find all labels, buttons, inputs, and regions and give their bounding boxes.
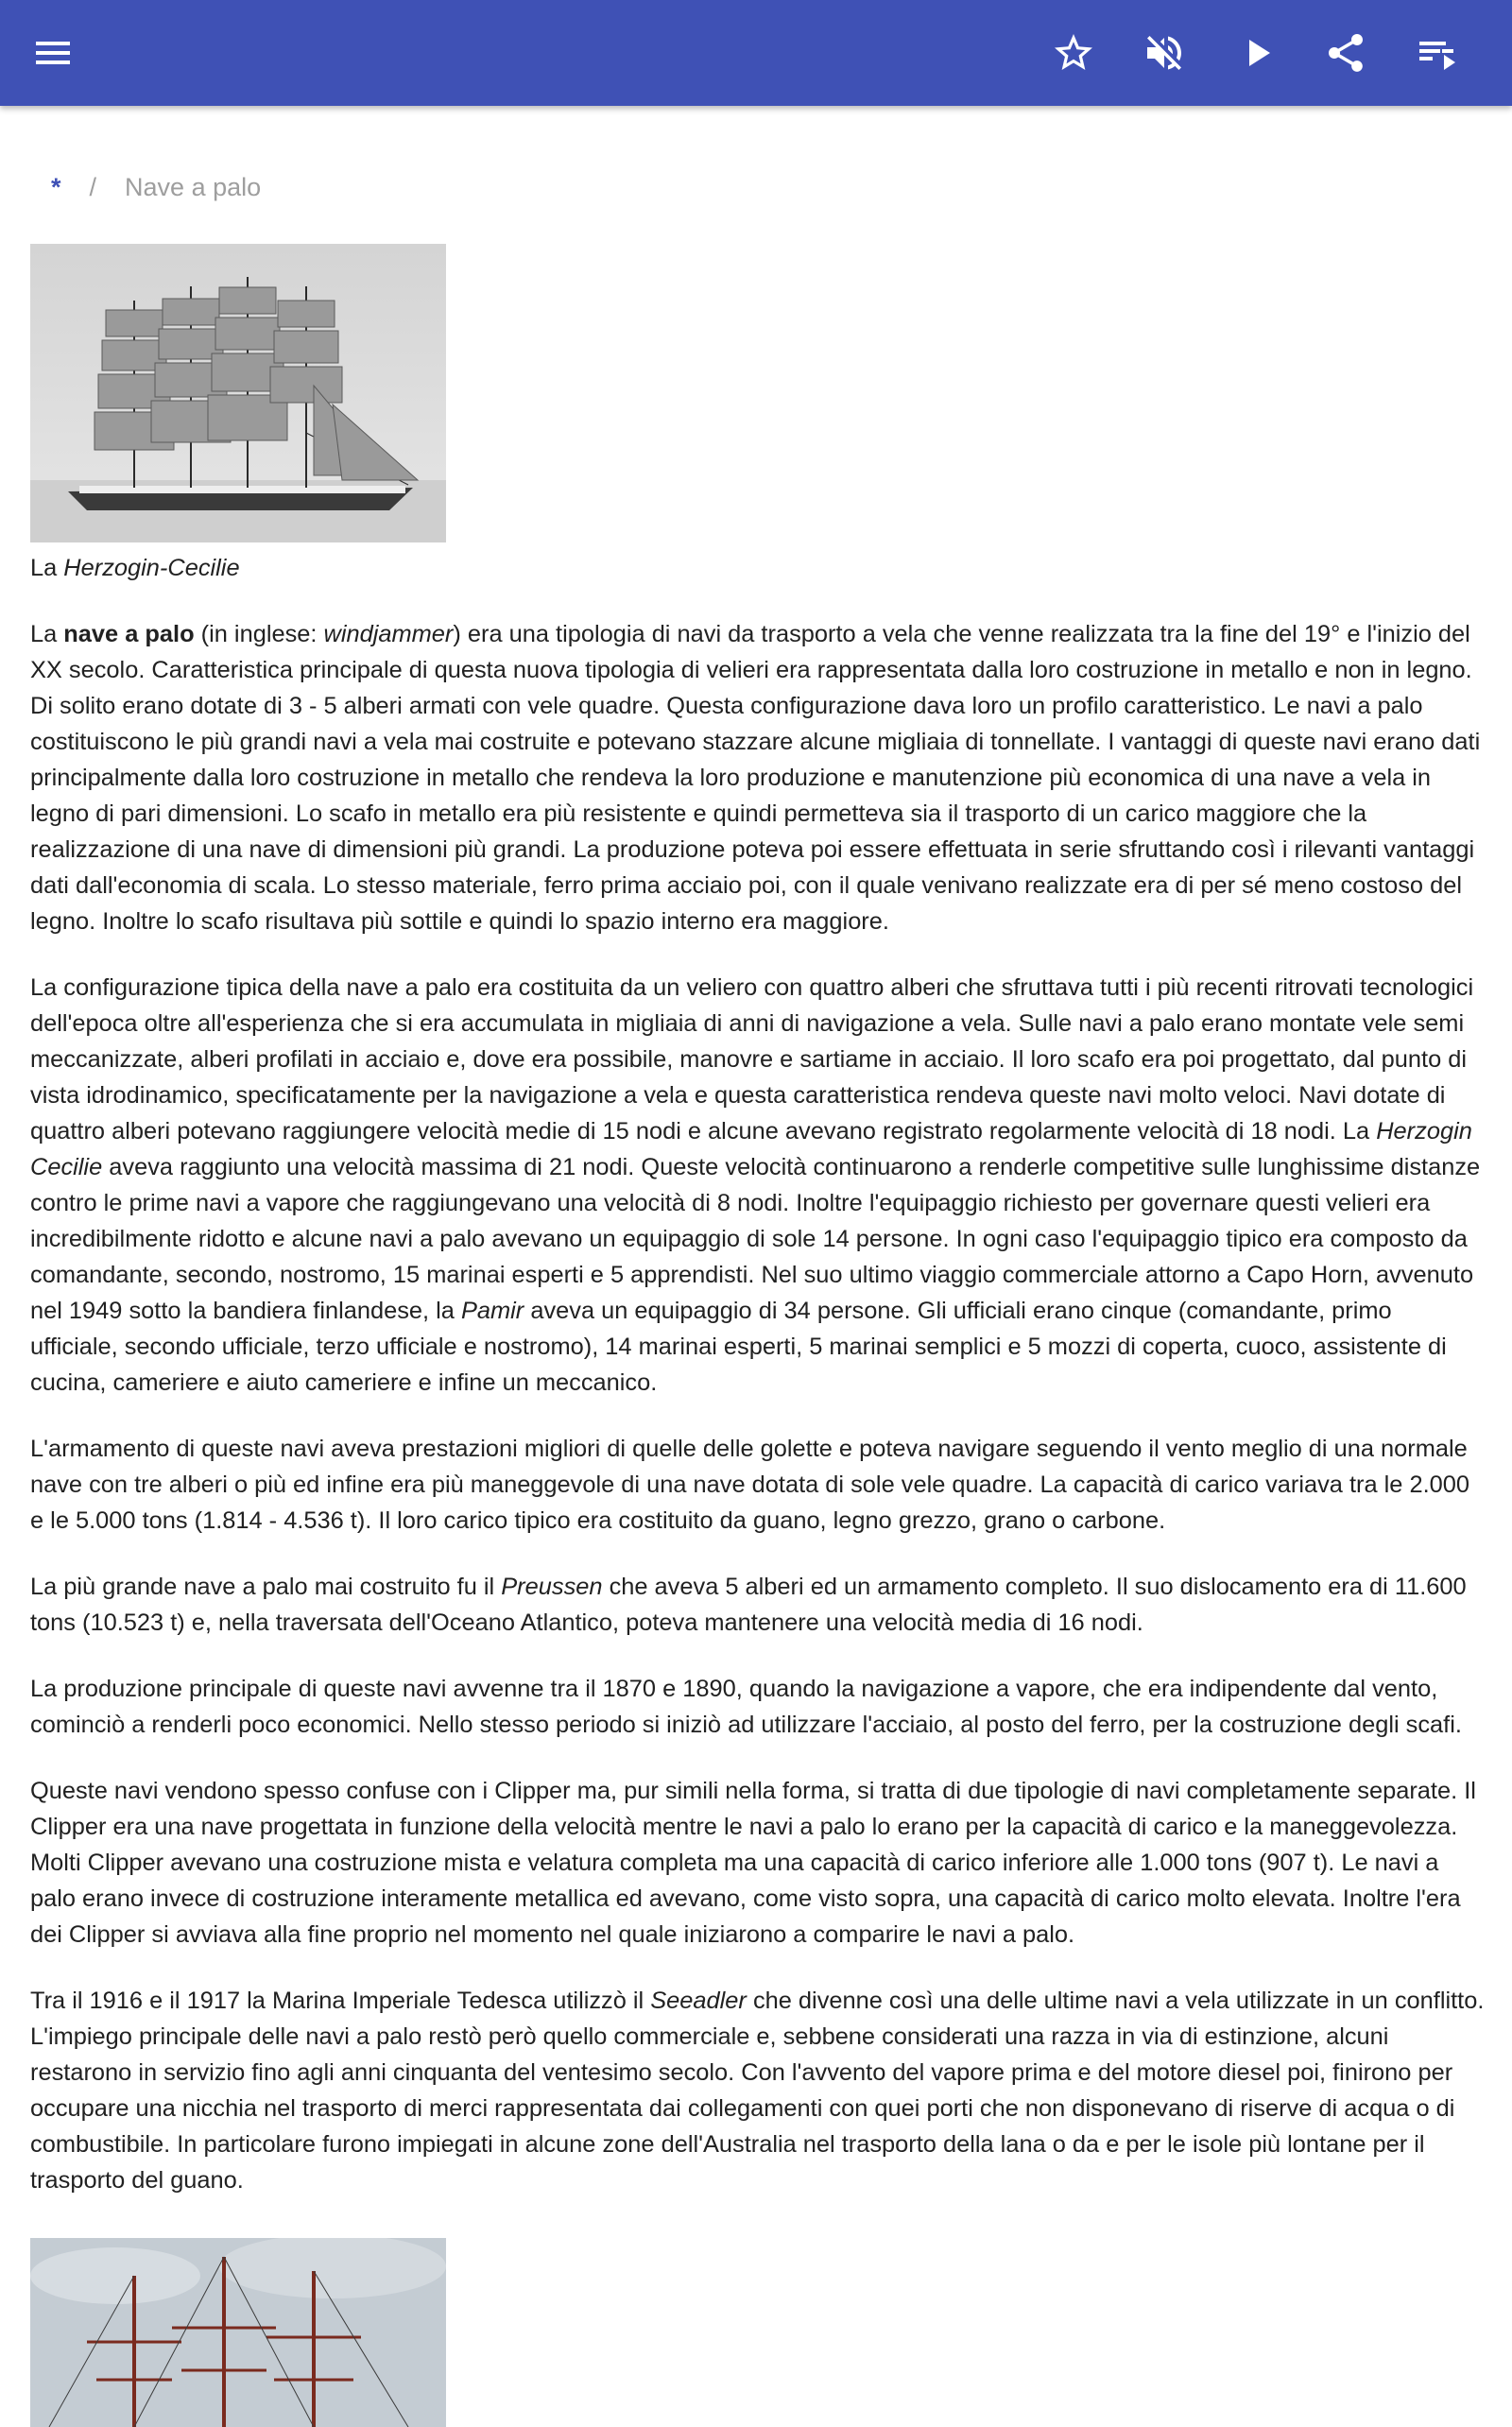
italic-term: Preussen — [501, 1574, 603, 1600]
star-outline-icon[interactable] — [1045, 25, 1102, 81]
play-icon[interactable] — [1228, 25, 1285, 81]
text-run: che aveva 5 alberi ed un armamento completo. Il suo dislocamento era di 11.600 tons (10.523 t) e, nella traversata dell'Oceano Atlantico, poteva mantenere una velocità media di 16 nodi. — [30, 1574, 1467, 1636]
article-content — [30, 550, 1486, 2229]
italic-term: windjammer — [323, 621, 454, 647]
playlist-icon[interactable] — [1408, 25, 1465, 81]
ship-image-2[interactable] — [30, 2238, 446, 2427]
breadcrumb-current: Nave a palo — [125, 173, 262, 201]
paragraph-5 — [30, 1671, 1486, 1743]
paragraph-4 — [30, 1569, 1486, 1641]
italic-term: Herzogin Cecilie — [30, 1118, 1472, 1180]
share-icon[interactable] — [1317, 25, 1374, 81]
text-run: aveva raggiunto una velocità massima di 21 nodi. Queste velocità continuarono a renderle competitive sulle lunghissime distanze contro le prime navi a vapore che raggiungevano una velocità di 8 nodi. Inoltre l'equipaggio richiesto per governare questi velieri era incredibilmente ridotto e alcune navi a palo avevano un equipaggio di sole 14 persone. In ogni caso l'equipaggio tipico era composto da comandante, secondo, nostromo, 15 marinai esperti e 5 apprendisti. Nel suo ultimo viaggio commerciale attorno a Capo Horn, avvenuto nel 1949 sotto la bandiera finlandese, la — [30, 1154, 1481, 1324]
text-run: La più grande nave a palo mai costruito fu il — [30, 1574, 502, 1600]
text-run: La configurazione tipica della nave a palo era costituita da un veliero con quattro alberi che sfruttava tutti i più recenti ritrovati tecnologici dell'epoca oltre all'esperienza che si era accumulata in migliaia di anni di navigazione a vela. Sulle navi a palo erano montate vele semi meccanizzate, alberi profilati in acciaio e, dove era possibile, manovre e sartiame in acciaio. Il loro scafo era poi progettato, dal punto di vista idrodinamico, specificatamente per la navigazione a vela e questa caratteristica rendeva queste navi molto veloci. Navi dotate di quattro alberi potevano raggiungere velocità medie di 15 nodi e alcune avevano registrato regolarmente velocità di 18 nodi. La — [30, 974, 1474, 1145]
text-run: L'armamento di queste navi aveva prestazioni migliori di quelle delle golette e poteva navigare seguendo il vento meglio di una normale nave con tre alberi o più ed infine era più maneggevole di una nave dotata di sole vele quadre. La capacità di carico variava tra le 2.000 e le 5.000 tons (1.814 - 4.536 t). Il loro carico tipico era costituito da guano, legno grezzo, grano o carbone. — [30, 1436, 1470, 1534]
app-bar — [0, 0, 1512, 106]
text-run: aveva un equipaggio di 34 persone. Gli ufficiali erano cinque (comandante, primo ufficiale, secondo ufficiale, terzo ufficiale e nostromo), 14 marinai esperti, 5 marinai semplici e 5 mozzi di coperta, cuoco, assistente di cucina, cameriere e aiuto cameriere e infine un meccanico. — [30, 1298, 1447, 1396]
italic-term: Pamir — [460, 1298, 524, 1324]
text-run: Queste navi vendono spesso confuse con i Clipper ma, pur simili nella forma, si tratta di due tipologie di navi completamente separate. Il Clipper era una nave progettata in funzione della velocità mentre le navi a palo lo erano per la capacità di carico e la maneggevolezza. Molti Clipper avevano una costruzione mista e velatura completa ma una capacità di carico inferiore alle 1.000 tons (907 t). Le navi a palo erano invece di costruzione interamente metallica ed avevano, come visto sopra, una capacità di carico molto elevata. Inoltre l'era dei Clipper si avviava alla fine proprio nel momento nel quale iniziarono a comparire le navi a palo. — [30, 1778, 1476, 1948]
text-run: ) era una tipologia di navi da trasporto a vela che venne realizzata tra la fine del 19° e l'inizio del XX secolo. Caratteristica principale di questa nuova tipologia di velieri era rappresentata dalla loro costruzione in metallo e non in legno. Di solito erano dotate di 3 - 5 alberi armati con vele quadre. Questa configurazione dava loro un profilo caratteristico. Le navi a palo costituiscono le più grandi navi a vela mai costruite e potevano stazzare alcune migliaia di tonnellate. I vantaggi di queste navi erano dati principalmente dalla loro costruzione in metallo che rendeva la loro produzione e manutenzione più economica di una nave a vela in legno di pari dimensioni. Lo scafo in metallo era più resistente e quindi permetteva sia il trasporto di un carico maggiore che la realizzazione di una nave di dimensioni più grandi. La produzione poteva poi essere effettuata in serie sfruttando così i rilevanti vantaggi dati dall'economia di scala. Lo stesso materiale, ferro prima acciaio poi, con il quale venivano realizzate era di per sé meno costoso del legno. Inoltre lo scafo risultava più sottile e quindi lo spazio interno era maggiore. — [30, 621, 1481, 935]
paragraph-2 — [30, 970, 1486, 1401]
breadcrumb-separator: / — [89, 173, 97, 201]
paragraph-3 — [30, 1431, 1486, 1539]
volume-off-icon[interactable] — [1136, 25, 1193, 81]
text-run: Tra il 1916 e il 1917 la Marina Imperiale Tedesca utilizzò il — [30, 1988, 651, 2014]
breadcrumb-home-link[interactable]: * — [51, 173, 61, 201]
bold-term: nave a palo — [63, 621, 195, 647]
caption-text: La — [30, 555, 64, 581]
breadcrumb — [51, 168, 261, 206]
paragraph-6 — [30, 1773, 1486, 1953]
image-caption — [30, 550, 1486, 586]
paragraph-1 — [30, 616, 1486, 939]
italic-term: Seeadler — [650, 1988, 747, 2014]
text-run: La produzione principale di queste navi avvenne tra il 1870 e 1890, quando la navigazione a vapore, che era indipendente dal vento, cominciò a renderli poco economici. Nello stesso periodo si iniziò ad utilizzare l'acciaio, al posto del ferro, per la costruzione degli scafi. — [30, 1676, 1462, 1738]
text-run: che divenne così una delle ultime navi a vela utilizzate in un conflitto. L'impiego principale delle navi a palo restò però quello commerciale e, sebbene considerati una razza in via di estinzione, alcuni restarono in servizio fino agli anni cinquanta del ventesimo secolo. Con l'avvento del vapore prima e del motore diesel poi, finirono per occupare una nicchia nel trasporto di merci rappresentata dai collegamenti con quei porti che non disponevano di riserve di acqua o di combustibile. In particolare furono impiegati in alcune zone dell'Australia nel trasporto della lana o da e per le isole più lontane per il trasporto del guano. — [30, 1988, 1485, 2194]
text-run: (in inglese: — [194, 621, 324, 647]
paragraph-7 — [30, 1983, 1486, 2198]
menu-icon[interactable] — [25, 25, 81, 81]
text-run: La — [30, 621, 64, 647]
ship-image[interactable] — [30, 244, 446, 542]
caption-ship-name: Herzogin-Cecilie — [63, 555, 240, 581]
